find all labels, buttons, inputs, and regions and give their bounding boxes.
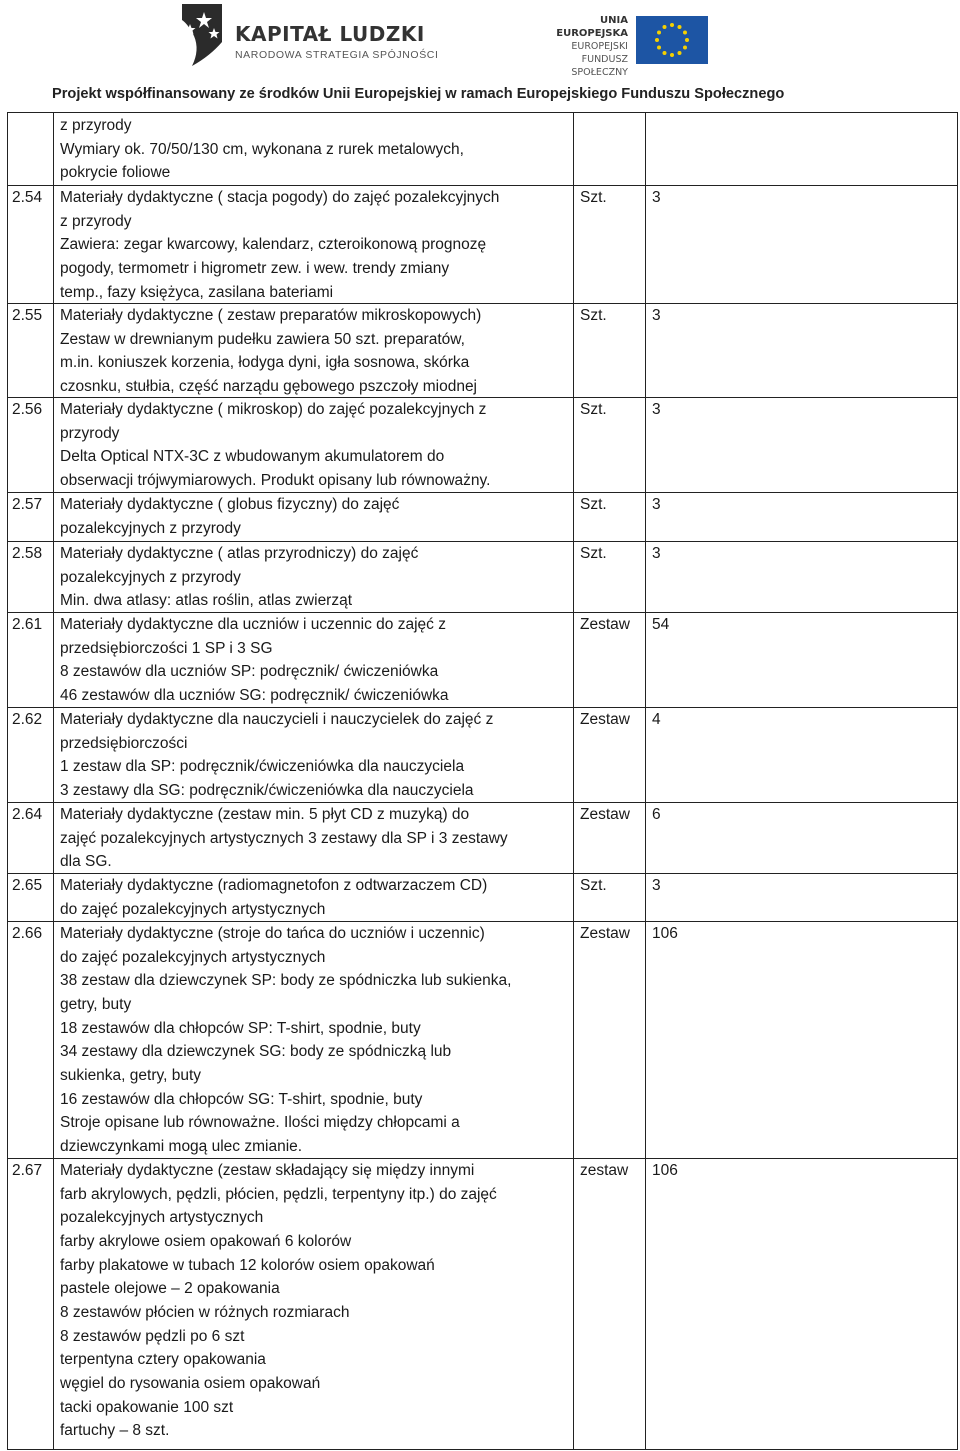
row-description-line: 1 zestaw dla SP: podręcznik/ćwiczeniówka dla nauczyciela [60,758,465,776]
row-description-line: temp., fazy księżyca, zasilana bateriami [60,283,334,301]
eu-logo-line-2: EUROPEJSKI [571,41,628,52]
eu-flag-star [663,51,667,55]
row-quantity: 3 [652,545,661,562]
row-number: 2.55 [12,307,43,324]
row-description-line: 16 zestawów dla chłopców SG: T-shirt, spodnie, buty [60,1090,423,1108]
row-quantity: 3 [652,401,661,418]
row-description-line: dla SG. [60,853,112,871]
row-description-line: Stroje opisane lub równoważne. Ilości między chłopcami a [60,1114,460,1132]
row-description-line: Materiały dydaktyczne (stroje do tańca do uczniów i uczennic) [60,925,485,942]
row-number: 2.61 [12,616,43,633]
row-number: 2.66 [12,925,43,942]
row-description-line: węgiel do rysowania osiem opakowań [60,1374,321,1392]
row-description-line: obserwacji trójwymiarowych. Produkt opisany lub równoważny. [60,471,491,489]
row-number: 2.65 [12,877,43,894]
eu-logo-text [530,14,628,79]
row-description-line: do zajęć pozalekcyjnych artystycznych [60,948,326,966]
row-description-line: Materiały dydaktyczne (radiomagnetofon z odtwarzaczem CD) [60,877,488,894]
eu-flag-star [683,31,687,35]
eu-flag-star [678,51,682,55]
row-quantity: 3 [652,877,661,894]
eu-flag-star [655,38,659,42]
eu-logo [530,14,790,78]
eu-logo-line-1: UNIA EUROPEJSKA [556,15,628,39]
page-header [0,0,960,112]
row-number: 2.57 [12,496,43,513]
row-quantity: 3 [652,307,661,324]
row-description-line: czosnku, stułbia, część narządu gębowego pszczoły miodnej [60,377,478,395]
row-number: 2.67 [12,1162,43,1179]
row-unit: Szt. [580,877,607,894]
row-description-line: 38 zestaw dla dziewczynek SP: body ze spódniczka lub sukienka, [60,972,512,990]
row-description-line: pozalekcyjnych z przyrody [60,568,241,586]
eu-flag-star [657,31,661,35]
row-description-line: przedsiębiorczości [60,734,188,752]
column-divider-unit [645,113,646,1449]
eu-flag-star [678,25,682,29]
row-description-line: m.in. koniuszek korzenia, łodyga dyni, igła sosnowa, skórka [60,354,470,372]
row-description-line: pastele olejowe – 2 opakowania [60,1280,280,1298]
row-description-line: farby akrylowe osiem opakowań 6 kolorów [60,1232,352,1250]
row-description-line: pogody, termometr i higrometr zew. i wew. trendy zmiany [60,259,450,277]
row-quantity: 4 [652,711,661,728]
row-unit: Zestaw [580,806,630,823]
row-description-line: 34 zestawy dla dziewczynek SG: body ze spódniczką lub [60,1043,452,1061]
eu-flag-star [663,25,667,29]
column-divider-description [573,113,574,1449]
row-quantity: 54 [652,616,670,633]
row-description-line: Materiały dydaktyczne ( stacja pogody) do zajęć pozalekcyjnych [60,189,500,206]
row-description-line: dziewczynkami mogą ulec zmianie. [60,1137,303,1155]
cofinancing-caption: Projekt współfinansowany ze środków Unii Europejskiej w ramach Europejskiego Funduszu Społecznego [52,86,785,102]
row-description-line: 46 zestawów dla uczniów SG: podręcznik/ ćwiczeniówka [60,686,449,704]
row-description-line: Zawiera: zegar kwarcowy, kalendarz, czteroikonową prognozę [60,236,487,254]
materials-table [7,112,958,1450]
row-description-line: Delta Optical NTX-3C z wbudowanym akumulatorem do [60,448,445,466]
row-number: 2.62 [12,711,43,728]
row-description-line: 8 zestawów pędzli po 6 szt [60,1327,245,1345]
column-divider-lp [53,113,54,1449]
row-description-line: Zestaw w drewnianym pudełku zawiera 50 szt. preparatów, [60,330,465,348]
row-unit: Szt. [580,401,607,418]
row-description-line: z przyrody [60,117,132,134]
row-unit: Szt. [580,307,607,324]
row-unit: zestaw [580,1162,629,1179]
row-description-line: Materiały dydaktyczne (zestaw składający się między innymi [60,1162,475,1179]
row-description-line: Min. dwa atlasy: atlas roślin, atlas zwierząt [60,592,353,610]
row-quantity: 3 [652,496,661,513]
eu-flag-star [683,46,687,50]
row-quantity: 6 [652,806,661,823]
row-description-line: sukienka, getry, buty [60,1066,202,1084]
row-description-line: fartuchy – 8 szt. [60,1422,170,1440]
row-description-line: tacki opakowanie 100 szt [60,1398,234,1416]
row-unit: Szt. [580,189,607,206]
row-description-line: pozalekcyjnych z przyrody [60,519,241,537]
row-description-line: 3 zestawy dla SG: podręcznik/ćwiczeniówka dla nauczyciela [60,781,474,799]
row-description-line: do zajęć pozalekcyjnych artystycznych [60,900,326,918]
row-number: 2.64 [12,806,43,823]
row-unit: Szt. [580,496,607,513]
row-description-line: przyrody [60,424,120,442]
row-quantity: 3 [652,189,661,206]
row-number: 2.56 [12,401,43,418]
row-number: 2.54 [12,189,43,206]
row-quantity: 106 [652,925,678,942]
row-description-line: Materiały dydaktyczne ( atlas przyrodniczy) do zajęć [60,545,419,562]
kapital-ludzki-title: KAPITAŁ LUDZKI [235,22,425,46]
kapital-ludzki-subtitle: NARODOWA STRATEGIA SPÓJNOŚCI [235,49,439,61]
row-description-line: 8 zestawów dla uczniów SP: podręcznik/ ćwiczeniówka [60,663,439,681]
eu-logo-line-3: FUNDUSZ SPOŁECZNY [571,54,628,78]
eu-flag-star [670,53,674,57]
eu-flag-icon [636,16,708,64]
eu-flag-star [670,23,674,27]
row-quantity: 106 [652,1162,678,1179]
row-description-line: Materiały dydaktyczne ( zestaw preparatów mikroskopowych) [60,307,482,324]
row-description-line: Materiały dydaktyczne dla uczniów i uczennic do zajęć z [60,616,446,633]
row-description-line: terpentyna cztery opakowania [60,1351,266,1369]
kapital-ludzki-emblem-icon [180,2,224,68]
row-description-line: Materiały dydaktyczne (zestaw min. 5 płyt CD z muzyką) do [60,806,470,823]
row-description-line: pozalekcyjnych artystycznych [60,1209,264,1227]
row-description-line: 18 zestawów dla chłopców SP: T-shirt, spodnie, buty [60,1019,421,1037]
eu-flag-star [657,46,661,50]
row-number: 2.58 [12,545,43,562]
row-description-line: pokrycie foliowe [60,164,171,182]
kapital-ludzki-logo [180,2,540,68]
row-description-line: 8 zestawów płócien w różnych rozmiarach [60,1303,350,1321]
row-unit: Zestaw [580,925,630,942]
row-description-line: Materiały dydaktyczne ( mikroskop) do zajęć pozalekcyjnych z [60,401,487,418]
row-unit: Zestaw [580,711,630,728]
eu-flag-star [685,38,689,42]
row-description-line: przedsiębiorczości 1 SP i 3 SG [60,639,273,657]
row-description-line: zajęć pozalekcyjnych artystycznych 3 zestawy dla SP i 3 zestawy [60,829,508,847]
row-description-line: farb akrylowych, pędzli, płócien, pędzli, terpentyny itp.) do zajęć [60,1185,497,1203]
row-unit: Zestaw [580,616,630,633]
row-description-line: Materiały dydaktyczne dla nauczycieli i nauczycielek do zajęć z [60,711,494,728]
row-description-line: Wymiary ok. 70/50/130 cm, wykonana z rurek metalowych, [60,140,464,158]
row-unit: Szt. [580,545,607,562]
row-description-line: getry, buty [60,995,132,1013]
row-description-line: Materiały dydaktyczne ( globus fizyczny) do zajęć [60,496,400,513]
row-description-line: farby plakatowe w tubach 12 kolorów osiem opakowań [60,1256,435,1274]
row-description-line: z przyrody [60,212,132,230]
